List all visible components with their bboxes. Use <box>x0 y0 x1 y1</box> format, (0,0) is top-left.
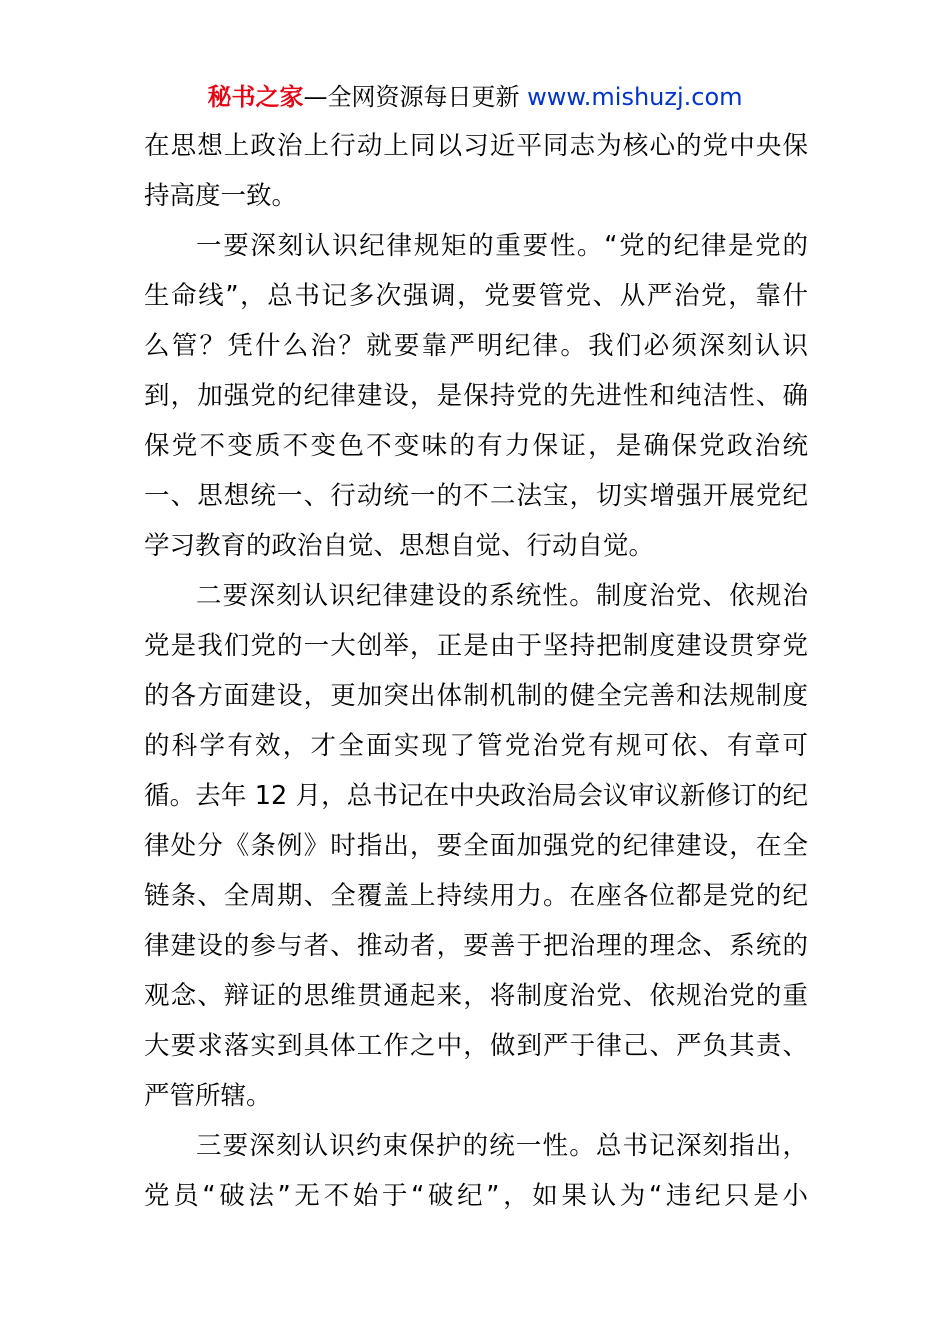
text-line: 循。去年 12 月，总书记在中央政治局会议审议新修订的纪 <box>144 781 808 811</box>
site-brand: 秘书之家 <box>207 83 304 111</box>
text-line: 党是我们党的一大创举，正是由于坚持把制度建设贯穿党 <box>144 631 808 661</box>
text-line: 在思想上政治上行动上同以习近平同志为核心的党中央保 <box>144 131 808 161</box>
text-line: 大要求落实到具体工作之中，做到严于律己、严负其责、 <box>144 1031 808 1061</box>
text-line: 持高度一致。 <box>144 181 298 211</box>
text-line: 到，加强党的纪律建设，是保持党的先进性和纯洁性、确 <box>144 381 808 411</box>
text-line: 一、思想统一、行动统一的不二法宝，切实增强开展党纪 <box>144 481 808 511</box>
site-tagline: —全网资源每日更新 <box>303 83 528 111</box>
paragraph-first-line: 一要深刻认识纪律规矩的重要性。“党的纪律是党的 <box>196 231 808 261</box>
text-line: 律处分《条例》时指出，要全面加强党的纪律建设，在全 <box>144 831 808 861</box>
text-line: 严管所辖。 <box>144 1081 272 1111</box>
site-url-link[interactable]: www.mishuzj.com <box>527 83 743 111</box>
paragraph-first-line: 二要深刻认识纪律建设的系统性。制度治党、依规治 <box>196 581 808 611</box>
text-line: 的科学有效，才全面实现了管党治党有规可依、有章可 <box>144 731 808 761</box>
site-header <box>0 80 950 114</box>
text-line: 党员“破法”无不始于“破纪”，如果认为“违纪只是小 <box>144 1181 808 1211</box>
text-line: 么管？凭什么治？就要靠严明纪律。我们必须深刻认识 <box>144 331 808 361</box>
text-line: 链条、全周期、全覆盖上持续用力。在座各位都是党的纪 <box>144 881 808 911</box>
text-line: 律建设的参与者、推动者，要善于把治理的理念、系统的 <box>144 931 808 961</box>
text-line: 学习教育的政治自觉、思想自觉、行动自觉。 <box>144 531 655 561</box>
paragraph-first-line: 三要深刻认识约束保护的统一性。总书记深刻指出， <box>196 1131 808 1161</box>
text-line: 生命线”，总书记多次强调，党要管党、从严治党，靠什 <box>144 281 808 311</box>
text-line: 的各方面建设，更加突出体制机制的健全完善和法规制度 <box>144 681 808 711</box>
document-body <box>144 121 808 1221</box>
text-line: 观念、辩证的思维贯通起来，将制度治党、依规治党的重 <box>144 981 808 1011</box>
text-line: 保党不变质不变色不变味的有力保证，是确保党政治统 <box>144 431 808 461</box>
